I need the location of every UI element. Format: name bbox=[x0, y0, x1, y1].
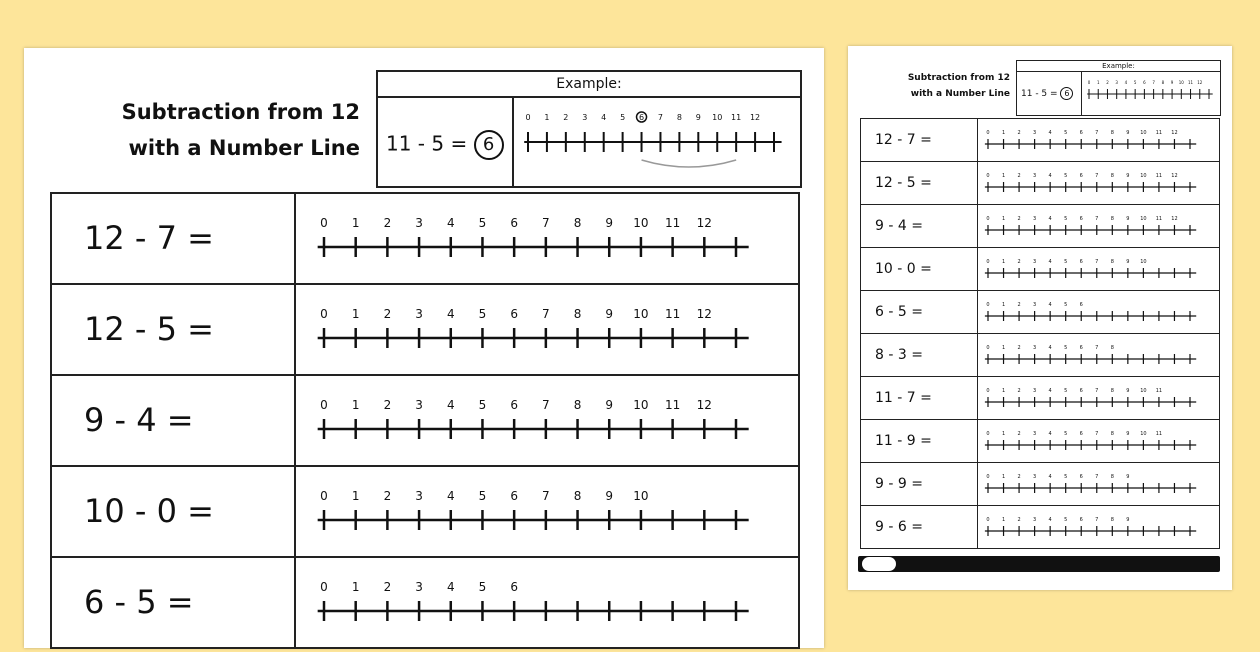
number-line-label: 1 bbox=[351, 489, 360, 503]
number-line-label: 0 bbox=[320, 307, 328, 321]
number-line-label: 3 bbox=[1033, 259, 1037, 265]
number-line-label: 5 bbox=[1064, 517, 1068, 523]
number-line-label: 2 bbox=[1017, 474, 1021, 480]
number-line-label: 12 bbox=[1171, 216, 1178, 222]
number-line-label: 2 bbox=[1017, 302, 1021, 308]
number-line-label: 4 bbox=[1048, 302, 1052, 308]
question-row bbox=[50, 192, 800, 285]
number-line-label: 3 bbox=[1033, 216, 1037, 222]
number-line-label: 6 bbox=[1079, 302, 1083, 308]
number-line-label: 3 bbox=[1033, 173, 1037, 179]
number-line-label: 9 bbox=[605, 307, 614, 321]
number-line-label: 2 bbox=[383, 580, 392, 594]
number-line-label: 3 bbox=[1033, 130, 1037, 136]
example-line-label: 10 bbox=[712, 113, 723, 122]
question-table bbox=[50, 192, 800, 652]
number-line bbox=[978, 162, 1219, 203]
number-line-label: 10 bbox=[633, 216, 649, 230]
number-line-label: 9 bbox=[1126, 216, 1130, 222]
number-line-label: 4 bbox=[446, 216, 455, 230]
number-line-label: 4 bbox=[446, 489, 455, 503]
number-line-label: 12 bbox=[696, 398, 712, 412]
number-line-label: 4 bbox=[1048, 259, 1052, 265]
example-line-label: 1 bbox=[544, 113, 550, 122]
number-line-label: 1 bbox=[1001, 302, 1006, 308]
question-row bbox=[860, 462, 1220, 506]
number-line-label: 0 bbox=[320, 216, 328, 230]
example-line-label: 3 bbox=[582, 113, 588, 122]
question-row bbox=[860, 290, 1220, 334]
worksheet-page-small bbox=[848, 46, 1232, 590]
number-line-label: 4 bbox=[1048, 431, 1052, 437]
number-line bbox=[978, 463, 1219, 504]
example-line-small-label: 5 bbox=[1133, 80, 1137, 85]
number-line-label: 10 bbox=[633, 489, 649, 503]
number-line-label: 6 bbox=[1079, 388, 1083, 394]
number-line-label: 0 bbox=[986, 216, 990, 222]
example-equation-left: 11 - 5 = bbox=[386, 131, 468, 156]
example-label-small: Example: bbox=[1017, 61, 1220, 72]
number-line-label: 5 bbox=[478, 398, 487, 412]
number-line-label: 2 bbox=[383, 489, 392, 503]
number-line-label: 0 bbox=[986, 517, 990, 523]
number-line-label: 9 bbox=[1126, 173, 1130, 179]
worksheet-title-small bbox=[876, 70, 1010, 102]
question-row bbox=[860, 333, 1220, 377]
number-line-label: 10 bbox=[1140, 173, 1147, 179]
example-equation-left-small: 11 - 5 = bbox=[1021, 89, 1058, 99]
number-line-label: 3 bbox=[415, 216, 423, 230]
number-line-label: 5 bbox=[1064, 388, 1068, 394]
question-text: 10 - 0 = bbox=[84, 492, 214, 530]
question-text: 12 - 7 = bbox=[875, 132, 932, 148]
number-line-label: 3 bbox=[1033, 345, 1037, 351]
number-line-label: 12 bbox=[696, 307, 712, 321]
title-line-2: with a Number Line bbox=[128, 136, 360, 160]
question-row bbox=[860, 161, 1220, 205]
number-line-label: 3 bbox=[1033, 302, 1037, 308]
number-line bbox=[296, 194, 798, 281]
number-line-label: 7 bbox=[542, 307, 550, 321]
number-line-label: 8 bbox=[573, 216, 582, 230]
question-text: 12 - 5 = bbox=[84, 310, 214, 348]
question-text: 9 - 4 = bbox=[84, 401, 194, 439]
number-line-label: 6 bbox=[510, 398, 518, 412]
example-line-small-label: 10 bbox=[1178, 80, 1184, 85]
number-line-label: 8 bbox=[573, 489, 582, 503]
number-line-label: 4 bbox=[446, 307, 455, 321]
number-line-label: 2 bbox=[383, 398, 392, 412]
number-line bbox=[978, 248, 1219, 289]
number-line-label: 1 bbox=[1001, 345, 1006, 351]
number-line-label: 3 bbox=[1033, 431, 1037, 437]
number-line-label: 7 bbox=[1095, 345, 1099, 351]
number-line-label: 9 bbox=[1126, 259, 1130, 265]
number-line-label: 8 bbox=[1110, 130, 1114, 136]
number-line-label: 9 bbox=[605, 216, 614, 230]
number-line-label: 9 bbox=[1126, 431, 1130, 437]
number-line-label: 4 bbox=[1048, 388, 1052, 394]
number-line bbox=[296, 285, 798, 372]
example-divider bbox=[512, 96, 514, 186]
number-line-label: 9 bbox=[605, 489, 614, 503]
example-line-small-label: 8 bbox=[1161, 80, 1165, 85]
example-line-small-label: 9 bbox=[1170, 80, 1174, 85]
number-line bbox=[978, 377, 1219, 418]
number-line-label: 11 bbox=[664, 216, 681, 230]
example-label: Example: bbox=[378, 72, 800, 98]
number-line-label: 11 bbox=[1155, 388, 1163, 394]
question-row bbox=[860, 118, 1220, 162]
number-line-label: 0 bbox=[986, 431, 990, 437]
number-line-label: 6 bbox=[1079, 474, 1083, 480]
number-line-label: 7 bbox=[1095, 474, 1099, 480]
number-line-label: 7 bbox=[1095, 517, 1099, 523]
number-line-label: 5 bbox=[478, 307, 487, 321]
number-line-label: 6 bbox=[1079, 130, 1083, 136]
number-line-label: 10 bbox=[1140, 388, 1147, 394]
example-line-label: 11 bbox=[731, 113, 742, 122]
number-line-label: 5 bbox=[478, 216, 487, 230]
example-line-label: 2 bbox=[563, 113, 569, 122]
number-line-label: 5 bbox=[1064, 302, 1068, 308]
number-line-label: 9 bbox=[1126, 388, 1130, 394]
number-line-label: 3 bbox=[1033, 388, 1037, 394]
number-line-label: 10 bbox=[1140, 259, 1147, 265]
number-line-label: 1 bbox=[351, 307, 360, 321]
number-line-label: 9 bbox=[1126, 130, 1130, 136]
number-line-label: 7 bbox=[1095, 130, 1099, 136]
number-line-label: 5 bbox=[478, 580, 487, 594]
number-line-label: 2 bbox=[1017, 345, 1021, 351]
number-line bbox=[978, 334, 1219, 375]
question-text: 9 - 4 = bbox=[875, 218, 923, 234]
number-line-label: 8 bbox=[1110, 216, 1114, 222]
number-line-label: 8 bbox=[1110, 345, 1114, 351]
question-row bbox=[860, 204, 1220, 248]
number-line-label: 11 bbox=[664, 307, 681, 321]
number-line-label: 5 bbox=[1064, 345, 1068, 351]
number-line-label: 8 bbox=[1110, 431, 1114, 437]
number-line-label: 0 bbox=[986, 345, 990, 351]
example-number-line-small bbox=[1083, 72, 1220, 115]
number-line bbox=[978, 420, 1219, 461]
number-line-label: 11 bbox=[1155, 130, 1163, 136]
example-answer-circle-small: 6 bbox=[1060, 87, 1073, 100]
number-line-label: 1 bbox=[351, 398, 360, 412]
question-row bbox=[50, 283, 800, 376]
number-line-label: 3 bbox=[1033, 474, 1037, 480]
number-line-label: 2 bbox=[1017, 388, 1021, 394]
number-line-label: 10 bbox=[1140, 216, 1147, 222]
question-text: 9 - 9 = bbox=[875, 476, 923, 492]
question-row bbox=[860, 505, 1220, 549]
question-row bbox=[860, 419, 1220, 463]
worksheet-title bbox=[110, 94, 360, 166]
number-line-label: 5 bbox=[1064, 474, 1068, 480]
question-text: 9 - 6 = bbox=[875, 519, 923, 535]
number-line bbox=[978, 119, 1219, 160]
example-line-small-label: 6 bbox=[1143, 80, 1146, 85]
number-line-label: 5 bbox=[1064, 173, 1068, 179]
number-line-label: 11 bbox=[1155, 216, 1163, 222]
number-line-label: 1 bbox=[1001, 388, 1006, 394]
example-line-label: 4 bbox=[601, 113, 607, 122]
number-line-label: 12 bbox=[696, 216, 712, 230]
example-line-small-label: 1 bbox=[1096, 80, 1100, 85]
number-line-label: 6 bbox=[1079, 259, 1083, 265]
number-line-label: 5 bbox=[478, 489, 487, 503]
example-line-small-label: 12 bbox=[1197, 80, 1203, 85]
number-line-label: 2 bbox=[1017, 259, 1021, 265]
question-row bbox=[860, 247, 1220, 291]
number-line-label: 1 bbox=[1001, 474, 1006, 480]
number-line-label: 1 bbox=[1001, 517, 1006, 523]
number-line-label: 4 bbox=[1048, 517, 1052, 523]
example-answer-circle: 6 bbox=[474, 130, 504, 160]
question-text: 12 - 5 = bbox=[875, 175, 932, 191]
number-line-label: 6 bbox=[1079, 431, 1083, 437]
number-line-label: 7 bbox=[542, 398, 550, 412]
number-line bbox=[296, 558, 798, 645]
number-line-label: 1 bbox=[1001, 431, 1006, 437]
number-line-label: 4 bbox=[1048, 345, 1052, 351]
number-line-label: 1 bbox=[1001, 130, 1006, 136]
number-line-label: 8 bbox=[573, 398, 582, 412]
number-line-label: 6 bbox=[1079, 216, 1083, 222]
number-line-label: 1 bbox=[1001, 173, 1006, 179]
number-line-label: 1 bbox=[1001, 259, 1006, 265]
example-box-small bbox=[1016, 60, 1221, 116]
number-line-label: 10 bbox=[633, 307, 649, 321]
example-line-label: 5 bbox=[620, 113, 626, 122]
number-line-label: 10 bbox=[1140, 130, 1147, 136]
number-line-label: 8 bbox=[573, 307, 582, 321]
example-line-label: 7 bbox=[657, 113, 664, 122]
example-equation bbox=[386, 130, 504, 160]
example-line-small-label: 11 bbox=[1187, 80, 1194, 85]
number-line-label: 3 bbox=[415, 580, 423, 594]
question-text: 11 - 9 = bbox=[875, 433, 932, 449]
number-line-label: 8 bbox=[1110, 173, 1114, 179]
number-line bbox=[978, 205, 1219, 246]
question-row bbox=[50, 465, 800, 558]
number-line-label: 4 bbox=[446, 398, 455, 412]
question-row bbox=[860, 376, 1220, 420]
number-line-label: 0 bbox=[986, 259, 990, 265]
number-line-label: 11 bbox=[1155, 431, 1163, 437]
number-line bbox=[978, 291, 1219, 332]
example-line-label: 9 bbox=[695, 113, 701, 122]
number-line bbox=[296, 467, 798, 554]
number-line-label: 11 bbox=[664, 398, 681, 412]
number-line-label: 4 bbox=[1048, 216, 1052, 222]
number-line-label: 0 bbox=[986, 388, 990, 394]
question-text: 11 - 7 = bbox=[875, 390, 932, 406]
question-text: 8 - 3 = bbox=[875, 347, 923, 363]
page-footer-bar bbox=[858, 556, 1220, 572]
title-line-1-small: Subtraction from 12 bbox=[907, 73, 1010, 83]
worksheet-page-large bbox=[24, 48, 824, 648]
question-text: 6 - 5 = bbox=[875, 304, 923, 320]
number-line-label: 7 bbox=[1095, 431, 1099, 437]
number-line-label: 0 bbox=[986, 130, 990, 136]
number-line-label: 2 bbox=[1017, 517, 1021, 523]
number-line-label: 10 bbox=[1140, 431, 1147, 437]
number-line-label: 3 bbox=[415, 307, 423, 321]
example-line-small-label: 0 bbox=[1087, 80, 1091, 85]
example-line-label: 0 bbox=[525, 113, 531, 122]
example-box bbox=[376, 70, 802, 188]
number-line-label: 0 bbox=[320, 489, 328, 503]
question-table-small bbox=[860, 118, 1220, 552]
number-line-label: 2 bbox=[1017, 173, 1021, 179]
number-line-label: 2 bbox=[1017, 130, 1021, 136]
title-line-1: Subtraction from 12 bbox=[121, 100, 360, 124]
number-line-label: 6 bbox=[510, 307, 518, 321]
number-line-label: 8 bbox=[1110, 259, 1114, 265]
number-line-label: 0 bbox=[986, 173, 990, 179]
number-line bbox=[978, 506, 1219, 547]
number-line-label: 7 bbox=[1095, 173, 1099, 179]
number-line-label: 0 bbox=[986, 474, 990, 480]
number-line-label: 4 bbox=[1048, 130, 1052, 136]
number-line bbox=[296, 376, 798, 463]
number-line-label: 2 bbox=[383, 307, 392, 321]
example-line-small-label: 2 bbox=[1106, 80, 1109, 85]
example-line-label: 8 bbox=[676, 113, 682, 122]
question-text: 12 - 7 = bbox=[84, 219, 214, 257]
number-line-label: 7 bbox=[1095, 259, 1099, 265]
number-line-label: 9 bbox=[1126, 517, 1130, 523]
number-line-label: 0 bbox=[986, 302, 990, 308]
number-line-label: 7 bbox=[1095, 388, 1099, 394]
number-line-label: 4 bbox=[446, 580, 455, 594]
example-jump-arc bbox=[642, 160, 737, 167]
number-line-label: 6 bbox=[1079, 345, 1083, 351]
example-line-small-label: 7 bbox=[1152, 80, 1155, 85]
example-line-label: 6 bbox=[638, 113, 645, 122]
number-line-label: 6 bbox=[510, 580, 518, 594]
number-line-label: 1 bbox=[1001, 216, 1006, 222]
number-line-label: 12 bbox=[1171, 173, 1178, 179]
number-line-label: 3 bbox=[1033, 517, 1037, 523]
number-line-label: 8 bbox=[1110, 388, 1114, 394]
example-number-line bbox=[516, 98, 800, 186]
number-line-label: 6 bbox=[510, 489, 518, 503]
question-row bbox=[50, 556, 800, 649]
example-divider-small bbox=[1081, 71, 1082, 115]
number-line-label: 9 bbox=[605, 398, 614, 412]
number-line-label: 8 bbox=[1110, 517, 1114, 523]
number-line-label: 6 bbox=[510, 216, 518, 230]
number-line-label: 2 bbox=[1017, 216, 1021, 222]
example-equation-small bbox=[1021, 87, 1073, 100]
example-line-small-label: 3 bbox=[1115, 80, 1118, 85]
number-line-label: 7 bbox=[1095, 216, 1099, 222]
number-line-label: 1 bbox=[351, 580, 360, 594]
example-line-small-label: 4 bbox=[1124, 80, 1128, 85]
number-line-label: 6 bbox=[1079, 173, 1083, 179]
number-line-label: 2 bbox=[383, 216, 392, 230]
number-line-label: 9 bbox=[1126, 474, 1130, 480]
number-line-label: 4 bbox=[1048, 173, 1052, 179]
number-line-label: 8 bbox=[1110, 474, 1114, 480]
number-line-label: 7 bbox=[542, 216, 550, 230]
number-line-label: 0 bbox=[320, 398, 328, 412]
title-line-2-small: with a Number Line bbox=[910, 89, 1010, 99]
number-line-label: 0 bbox=[320, 580, 328, 594]
number-line-label: 5 bbox=[1064, 216, 1068, 222]
number-line-label: 5 bbox=[1064, 431, 1068, 437]
number-line-label: 3 bbox=[415, 398, 423, 412]
number-line-label: 10 bbox=[633, 398, 649, 412]
number-line-label: 12 bbox=[1171, 130, 1178, 136]
question-text: 6 - 5 = bbox=[84, 583, 194, 621]
question-text: 10 - 0 = bbox=[875, 261, 932, 277]
number-line-label: 5 bbox=[1064, 259, 1068, 265]
example-line-label: 12 bbox=[749, 113, 761, 122]
number-line-label: 6 bbox=[1079, 517, 1083, 523]
number-line-label: 1 bbox=[351, 216, 360, 230]
question-row bbox=[50, 374, 800, 467]
number-line-label: 5 bbox=[1064, 130, 1068, 136]
number-line-label: 11 bbox=[1155, 173, 1163, 179]
number-line-label: 4 bbox=[1048, 474, 1052, 480]
number-line-label: 2 bbox=[1017, 431, 1021, 437]
number-line-label: 7 bbox=[542, 489, 550, 503]
number-line-label: 3 bbox=[415, 489, 423, 503]
brand-logo bbox=[862, 557, 896, 571]
